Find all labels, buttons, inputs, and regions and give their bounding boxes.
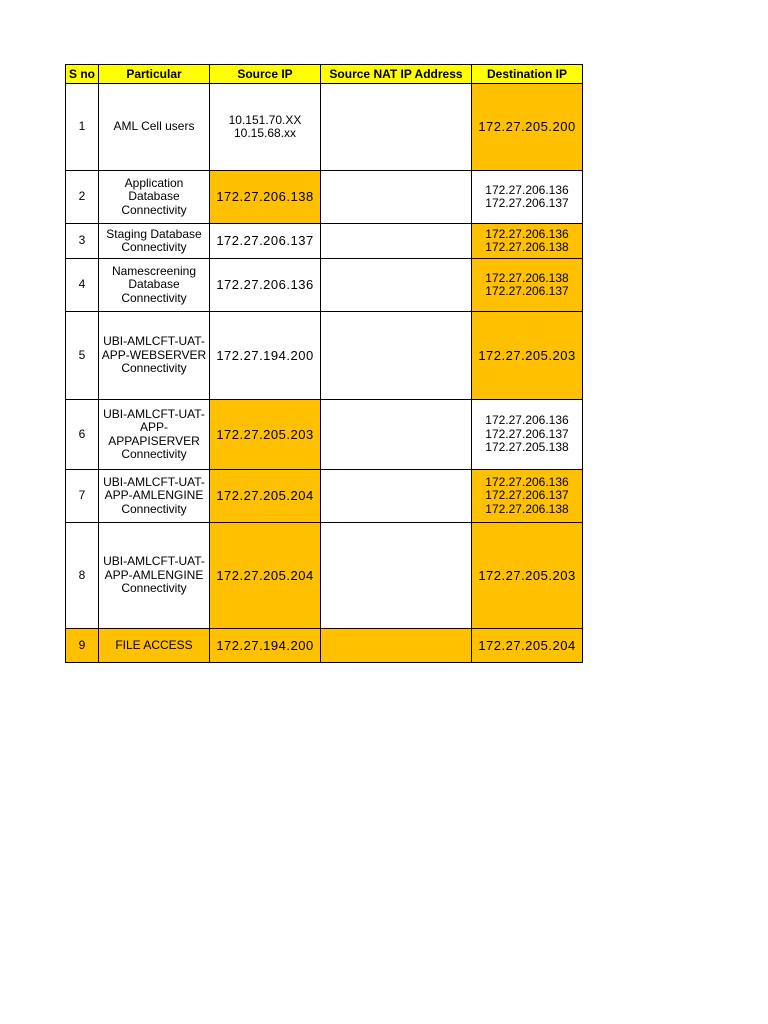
destination-ip-cell-line: 172.27.206.136 bbox=[485, 474, 569, 489]
table-row bbox=[66, 84, 583, 171]
source-ip-cell-line: 172.27.206.137 bbox=[216, 233, 314, 249]
particular-cell-line: Connectivity bbox=[121, 290, 187, 305]
sno-cell: 5 bbox=[66, 312, 99, 400]
particular-cell bbox=[99, 400, 210, 470]
destination-ip-cell-line: 172.27.206.137 bbox=[485, 284, 569, 298]
destination-ip-cell-line: 172.27.206.136 bbox=[485, 226, 569, 241]
source-ip-cell-line: 172.27.206.138 bbox=[216, 189, 314, 205]
particular-cell-line: Application bbox=[124, 175, 184, 190]
source-ip-cell-line: 172.27.205.204 bbox=[216, 567, 314, 583]
source-ip-cell bbox=[210, 224, 321, 259]
header-particular: Particular bbox=[99, 65, 210, 84]
particular-cell-line: Connectivity bbox=[121, 361, 187, 376]
destination-ip-cell bbox=[472, 259, 583, 312]
destination-ip-cell bbox=[472, 312, 583, 400]
destination-ip-cell bbox=[472, 629, 583, 663]
source-nat-cell bbox=[321, 523, 472, 629]
table-row bbox=[66, 629, 583, 663]
sno-cell: 2 bbox=[66, 171, 99, 224]
destination-ip-cell-line: 172.27.205.203 bbox=[478, 347, 576, 363]
particular-cell bbox=[99, 171, 210, 224]
particular-cell-line: Connectivity bbox=[121, 447, 187, 461]
sno-cell: 8 bbox=[66, 523, 99, 629]
particular-cell-line: UBI-AMLCFT-UAT- bbox=[103, 474, 205, 489]
destination-ip-cell-line: 172.27.206.138 bbox=[485, 240, 569, 254]
source-ip-cell bbox=[210, 312, 321, 400]
particular-cell bbox=[99, 84, 210, 171]
particular-cell-line: APP- bbox=[139, 420, 168, 434]
destination-ip-cell-line: 172.27.206.136 bbox=[485, 182, 569, 197]
header-source-nat: Source NAT IP Address bbox=[321, 65, 472, 84]
table-body bbox=[66, 84, 583, 663]
destination-ip-cell-line: 172.27.205.204 bbox=[478, 637, 576, 653]
table-row bbox=[66, 523, 583, 629]
source-nat-cell bbox=[321, 629, 472, 663]
particular-cell-line: Database bbox=[128, 189, 180, 204]
source-ip-cell bbox=[210, 84, 321, 171]
destination-ip-cell bbox=[472, 84, 583, 171]
destination-ip-cell bbox=[472, 224, 583, 259]
destination-ip-cell bbox=[472, 171, 583, 224]
source-ip-cell-line: 10.151.70.XX bbox=[228, 112, 302, 127]
destination-ip-cell bbox=[472, 470, 583, 523]
particular-cell-line: APP-AMLENGINE bbox=[104, 567, 204, 582]
destination-ip-cell-line: 172.27.205.200 bbox=[478, 119, 576, 135]
destination-ip-cell bbox=[472, 400, 583, 470]
particular-cell-line: Connectivity bbox=[121, 202, 187, 217]
destination-ip-cell-line: 172.27.206.137 bbox=[485, 488, 569, 503]
source-ip-cell-line: 172.27.205.204 bbox=[216, 488, 314, 504]
particular-cell-line: Connectivity bbox=[121, 501, 187, 516]
destination-ip-cell-line: 172.27.206.138 bbox=[485, 501, 569, 516]
particular-cell-line: FILE ACCESS bbox=[115, 637, 193, 652]
source-nat-cell bbox=[321, 400, 472, 470]
source-nat-cell bbox=[321, 224, 472, 259]
particular-cell-line: Namescreening bbox=[111, 263, 197, 278]
table-row bbox=[66, 312, 583, 400]
sno-cell: 6 bbox=[66, 400, 99, 470]
particular-cell-line: APP-AMLENGINE bbox=[104, 488, 204, 503]
particular-cell-line: APP-WEBSERVER bbox=[101, 347, 207, 362]
header-destination-ip: Destination IP bbox=[472, 65, 583, 84]
source-ip-cell-line: 172.27.194.200 bbox=[216, 347, 314, 363]
sno-cell: 3 bbox=[66, 224, 99, 259]
particular-cell-line: UBI-AMLCFT-UAT- bbox=[103, 406, 205, 421]
source-ip-cell-line: 10.15.68.xx bbox=[233, 126, 297, 140]
source-nat-cell bbox=[321, 84, 472, 171]
particular-cell-line: UBI-AMLCFT-UAT- bbox=[103, 334, 205, 349]
destination-ip-cell bbox=[472, 523, 583, 629]
particular-cell-line: Database bbox=[128, 277, 180, 292]
source-ip-cell bbox=[210, 259, 321, 312]
sno-cell: 4 bbox=[66, 259, 99, 312]
particular-cell bbox=[99, 629, 210, 663]
particular-cell bbox=[99, 224, 210, 259]
destination-ip-cell-line: 172.27.206.138 bbox=[485, 270, 569, 285]
destination-ip-cell-line: 172.27.205.138 bbox=[485, 440, 569, 455]
table-row bbox=[66, 470, 583, 523]
header-row bbox=[66, 65, 583, 84]
source-nat-cell bbox=[321, 470, 472, 523]
source-nat-cell bbox=[321, 259, 472, 312]
source-ip-cell bbox=[210, 523, 321, 629]
particular-cell-line: Staging Database bbox=[106, 226, 202, 241]
source-ip-cell-line: 172.27.206.136 bbox=[216, 277, 314, 293]
header-source-ip: Source IP bbox=[210, 65, 321, 84]
destination-ip-cell-line: 172.27.206.137 bbox=[485, 426, 569, 441]
source-nat-cell bbox=[321, 312, 472, 400]
header-sno: S no bbox=[66, 65, 99, 84]
source-ip-cell-line: 172.27.194.200 bbox=[216, 637, 314, 653]
particular-cell-line: APPAPISERVER bbox=[108, 433, 200, 448]
particular-cell bbox=[99, 470, 210, 523]
source-ip-cell bbox=[210, 629, 321, 663]
sno-cell: 1 bbox=[66, 84, 99, 171]
particular-cell bbox=[99, 523, 210, 629]
particular-cell-line: Connectivity bbox=[121, 581, 187, 596]
source-ip-cell bbox=[210, 400, 321, 470]
particular-cell-line: AML Cell users bbox=[113, 119, 195, 134]
source-nat-cell bbox=[321, 171, 472, 224]
particular-cell-line: UBI-AMLCFT-UAT- bbox=[103, 554, 205, 569]
particular-cell bbox=[99, 259, 210, 312]
source-ip-cell bbox=[210, 171, 321, 224]
table-row bbox=[66, 224, 583, 259]
sno-cell: 7 bbox=[66, 470, 99, 523]
particular-cell bbox=[99, 312, 210, 400]
table-row bbox=[66, 400, 583, 470]
table-row bbox=[66, 171, 583, 224]
particular-cell-line: Connectivity bbox=[121, 240, 187, 254]
destination-ip-cell-line: 172.27.206.137 bbox=[485, 196, 569, 210]
source-ip-cell bbox=[210, 470, 321, 523]
destination-ip-cell-line: 172.27.205.203 bbox=[478, 567, 576, 583]
connectivity-table bbox=[65, 64, 583, 663]
sno-cell: 9 bbox=[66, 629, 99, 663]
destination-ip-cell-line: 172.27.206.136 bbox=[485, 413, 569, 428]
source-ip-cell-line: 172.27.205.203 bbox=[216, 426, 314, 442]
table-row bbox=[66, 259, 583, 312]
